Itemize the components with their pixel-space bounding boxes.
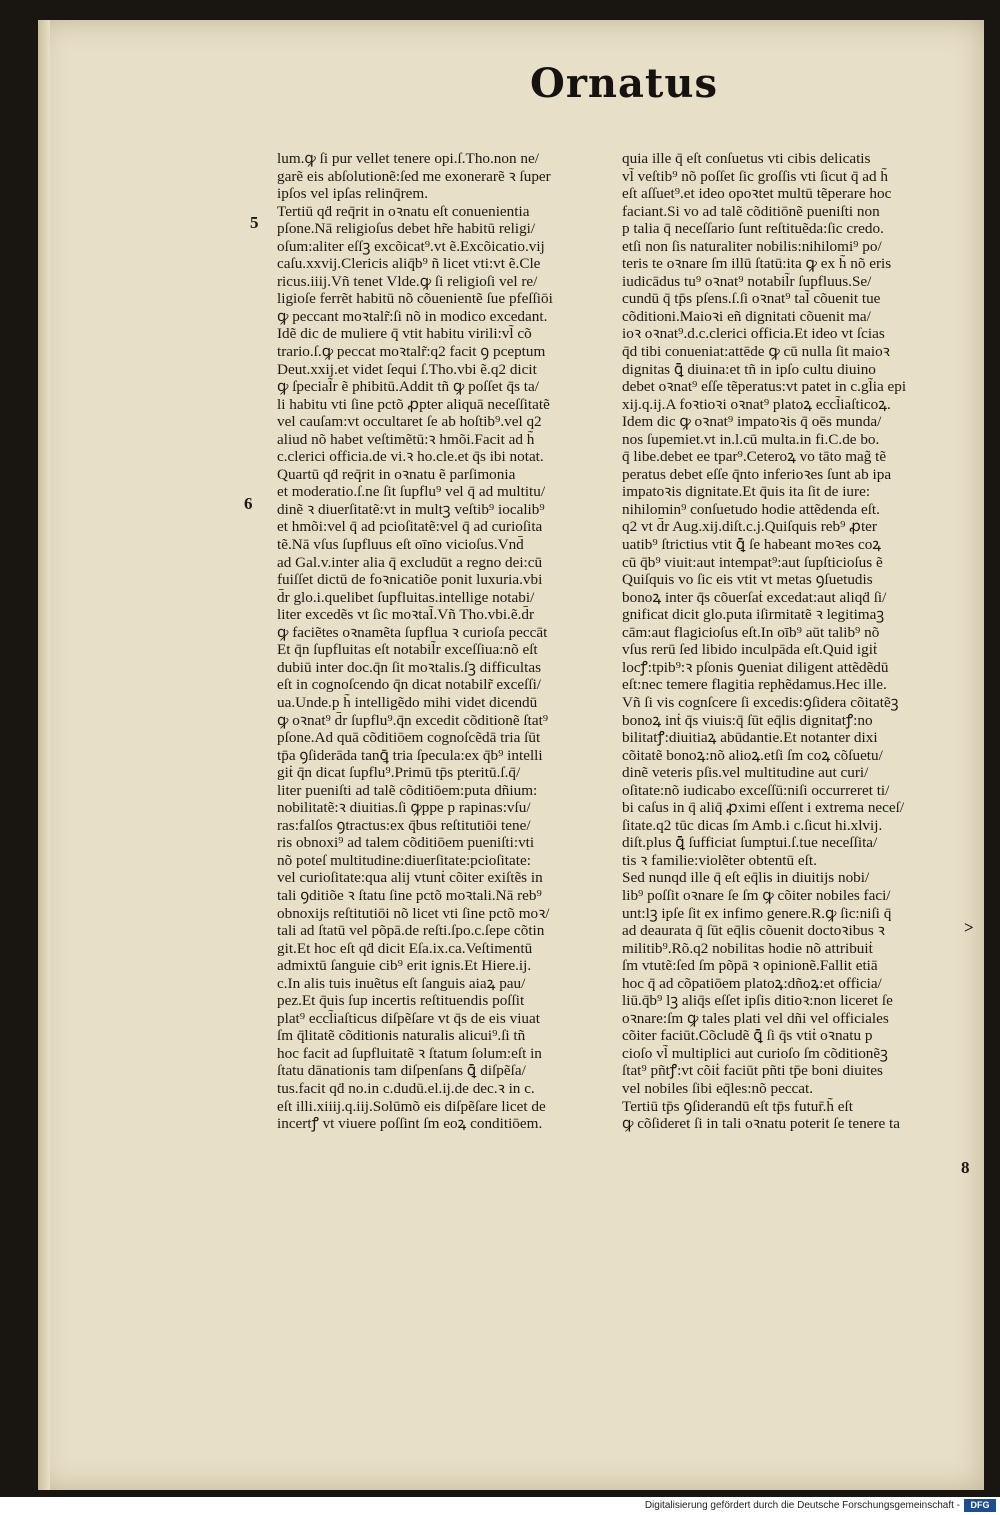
text-line: q̄d tibi conueniat:attēde ꝙ cū nulla ſit maioꝛ xyxy=(622,343,890,361)
text-line: Tertiū tp̄s ꝯſiderandū eſt tp̄s futur̄.h̃ eſt xyxy=(622,1097,853,1115)
text-line: bonoꝝ inter q̄s cõuerſaṫ excedat:aut aliqḋ ſi/ xyxy=(622,588,887,606)
text-line: tis ꝛ familie:violẽter obtentū eſt. xyxy=(622,851,817,869)
text-line: ua.Unde.p h̃ intelligẽdo mihi videt dicendū xyxy=(277,693,538,711)
left-text-column xyxy=(277,150,602,1133)
digitization-footer xyxy=(0,1497,1000,1515)
text-line: Quartū qḋ req̄rit in oꝛnatu ẽ parſimonia xyxy=(277,465,516,483)
text-line: giṫ q̄n dicat ſupflu⁹.Primū tp̄s pteritū.ſ.q̄/ xyxy=(277,764,521,782)
text-line: cundū q̄ tp̄s pſens.ſ.ſi oꝛnat⁹ tal̃ cõuenit tue xyxy=(622,290,881,308)
text-line: Et q̄n ſupfluitas eſt notabil̃r exceſſiua:nõ eſt xyxy=(277,641,538,659)
text-line: lib⁹ poſſit oꝛnare ſe ſm ꝙ cõiter nobiles faci/ xyxy=(622,886,891,904)
text-line: hoc q̄ ad cõpatiōem platoꝝ:dñoꝝ:et officia/ xyxy=(622,974,882,992)
text-line: ſtatu dānationis tam diſpenſans ꝗ̄ diſpẽſa/ xyxy=(277,1062,526,1080)
right-text-column xyxy=(622,150,952,1133)
text-line: Tertiū qḋ req̄rit in oꝛnatu eſt conuenientia xyxy=(277,202,530,220)
text-line: ras:falſos ꝯtractus:ex q̄bus reſtitutiōi tene/ xyxy=(277,816,531,834)
text-line: locꝭ:tpib⁹:ꝛ pſonis ꝯueniat diligent attẽdẽdū xyxy=(622,658,889,676)
text-line: ioꝛ oꝛnat⁹.d.c.clerici officia.Et ideo vt ſcias xyxy=(622,325,885,343)
text-line: ris obnoxi⁹ ad talem cõditiōem pueniſti:vti xyxy=(277,834,535,852)
text-line: ſm q̄litatẽ cõditionis naturalis alicui⁹.ſi tñ xyxy=(277,1027,526,1045)
text-line: xij.q.ij.A foꝛtioꝛi oꝛnat⁹ platoꝝ eccl̃iaſticoꝝ. xyxy=(622,395,891,413)
text-line: Deut.xxij.et videt ſequi ſ.Tho.vbi ẽ.q2 dicit xyxy=(277,360,537,378)
text-line: cām:aut flagicioſus eſt.In oīb⁹ aūt talib⁹ nõ xyxy=(622,623,880,641)
text-line: ipſos vel ipſas relinq̄rem. xyxy=(277,185,428,203)
text-line: pez.Et q̄uis ſup incertis reſtituendis poſſit xyxy=(277,992,525,1010)
text-line: cõitatẽ bonoꝝ:nõ alioꝝ.etſi ſm coꝝ cõſuetu/ xyxy=(622,746,883,764)
text-line: ꝙ oꝛnat⁹ d̄r ſupflu⁹.q̄n excedit cõditionẽ ſtat⁹ xyxy=(277,711,549,729)
text-line: impatoꝛis dignitate.Et q̄uis ita ſit de iure: xyxy=(622,483,871,501)
text-line: aliud nõ habet veſtimẽtū:ꝛ hmõi.Facit ad h̃ xyxy=(277,430,535,448)
text-line: tus.facit qḋ no.in c.dudū.el.ij.de dec.ꝛ in c. xyxy=(277,1079,535,1097)
running-header: Ornatus xyxy=(530,60,718,107)
text-line: ad deaurata q̄ ſūt eq̄lis cõuenit doctoꝛibus ꝛ xyxy=(622,922,885,940)
text-line: q2 vt d̄r Aug.xij.diſt.c.j.Quiſquis reb⁹ ꝓter xyxy=(622,518,877,536)
text-line: cioſo vl̃ multiplici aut curioſo ſm cõditionẽꝫ xyxy=(622,1044,888,1062)
text-line: bi caſus in q̄ aliq̄ ꝓximi eſſent i extrema neceſ/ xyxy=(622,799,905,817)
text-line: cū q̄b⁹ viuit:aut intempat⁹:aut ſupſticioſus ẽ xyxy=(622,553,883,571)
text-line: et moderatio.ſ.ne ſit ſupflu⁹ vel q̄ ad multitu/ xyxy=(277,483,546,501)
text-line: fuiſſet dictū de foꝛnicatiõe ponit luxuria.vbi xyxy=(277,571,543,589)
text-line: ſtat⁹ pñtꝭ:vt cõiṫ faciūt pñti tp̄e boni diuites xyxy=(622,1062,883,1080)
text-line: diſt.plus ꝗ̄ ſufficiat ſumptui.ſ.tue neceſſita/ xyxy=(622,834,878,852)
text-line: garẽ eis abſolutionẽ:ſed me exonerarẽ ꝛ ſuper xyxy=(277,167,551,185)
text-line: Vñ ſi vis cognſcere ſi excedis:ꝯſidera cõitatẽꝫ xyxy=(622,693,899,711)
text-line: nos ſupemiet.vt in.l.cū multa.in fi.C.de bo. xyxy=(622,430,880,448)
text-line: ꝙ faciẽtes oꝛnamẽta ſupflua ꝛ curioſa peccāt xyxy=(277,623,548,641)
text-line: vel curioſitate:qua alij vtunṫ cõiter exiſtẽs in xyxy=(277,869,543,887)
text-line: ꝙ cõſideret ſi in tali oꝛnatu poterit ſe tenere ta xyxy=(622,1115,900,1133)
text-line: oſum:aliter eſſꝫ excõicat⁹.vt ẽ.Excõicatio.vij xyxy=(277,237,545,255)
text-line: oſitate:nõ iudicabo exceſſū:niſi occurreret ti/ xyxy=(622,781,890,799)
text-line: eſt illi.xiiij.q.iij.Solūmõ eis diſpẽſare licet de xyxy=(277,1097,546,1115)
text-line: liter excedẽs vt ſic moꝛtal̃.Vñ Tho.vbi.ẽ.d̄r xyxy=(277,606,535,624)
text-line: tali ꝯditiõe ꝛ ſtatu ſine pctõ moꝛtali.Nā reb⁹ xyxy=(277,886,542,904)
text-line: li habitu vti ſine pctõ ꝓpter aliquā neceſſitatẽ xyxy=(277,395,550,413)
text-line: unt:lꝫ ipſe ſit ex infimo genere.R.ꝙ ſic:niſi q̄ xyxy=(622,904,892,922)
text-line: dubiū inter doc.q̄n ſit moꝛtalis.ſꝫ difficultas xyxy=(277,658,541,676)
text-line: dinẽ ꝛ diuerſitatẽ:vt in multꝫ veſtib⁹ iocalib⁹ xyxy=(277,500,545,518)
text-line: liter pueniſti ad talẽ cõditiōem:puta dñium: xyxy=(277,781,538,799)
text-line: teris te oꝛnare ſm illū ſtatū:ita ꝙ ex h̃ nõ eris xyxy=(622,255,892,273)
marginal-number: 8 xyxy=(961,1158,970,1177)
text-line: pſone.Ad quā cõditiōem cognoſcẽdā tria ſūt xyxy=(277,729,541,747)
text-line: p talia q̄ neceſſario ſunt reſtituẽda:ſic credo. xyxy=(622,220,884,238)
text-line: vl̃ veſtib⁹ nõ poſſet ſic groſſis vti ſicut q̄ ad h̃ xyxy=(622,167,888,185)
text-line: quia ille q̄ eſt conſuetus vti cibis delicatis xyxy=(622,150,871,167)
marginal-mark: > xyxy=(964,918,974,937)
text-line: militib⁹.Rõ.q2 nobilitas hodie nõ attribuiṫ xyxy=(622,939,873,957)
text-line: ricus.iiij.Vñ tenet Vlde.ꝙ ſi religioſi vel re/ xyxy=(277,272,538,290)
text-line: iudicādus tu⁹ oꝛnat⁹ notabil̃r ſupfluus.Se/ xyxy=(622,272,872,290)
text-line: admixtū ſanguie cib⁹ erit ignis.Et Hiere.ij. xyxy=(277,957,532,975)
marginal-number: 6 xyxy=(244,494,253,513)
text-line: tp̄a ꝯſiderāda tanꝗ̄ tria ſpecula:ex q̄b⁹ intelli xyxy=(277,746,543,764)
text-line: eſt aſſuet⁹.et ideo opoꝛtet multū tẽperare hoc xyxy=(622,185,892,203)
text-line: q̄ libe.debet ee tpar⁹.Ceteroꝝ vo tāto mag̃ tẽ xyxy=(622,448,887,466)
text-line: vel nobiles ſibi eq̄les:nõ peccat. xyxy=(622,1079,814,1097)
text-line: obnoxijs reſtitutiōi nõ licet vti ſine pctõ moꝛ/ xyxy=(277,904,550,922)
text-line: et hmõi:vel q̄ ad pcioſitatẽ:vel q̄ ad curioſita xyxy=(277,518,543,536)
text-line: dignitas ꝗ̄ diuina:et tñ in ipſo cultu diuino xyxy=(622,360,876,378)
text-line: oꝛnare:ſm ꝙ tales plati vel dñi vel officiales xyxy=(622,1009,889,1027)
text-line: gnificat dicit glo.puta iſirmitatẽ ꝛ legitimaꝫ xyxy=(622,606,885,624)
text-line: incertꝭ vt viuere poſſint ſm eoꝝ conditiōem. xyxy=(277,1115,543,1133)
text-line: faciant.Si vo ad talẽ cõditiōnẽ pueniſti non xyxy=(622,202,880,220)
text-line: ꝙ ſpecial̃r ẽ phibitū.Addit tñ ꝙ poſſet q̄s ta/ xyxy=(277,378,539,396)
text-line: ligioſe ferrẽt habitū nõ cõuenientẽ ſue pfeſſiōi xyxy=(277,290,553,308)
text-line: ſitate.q2 tūc dicas ſm Amb.i c.ſicut hi.xlvij. xyxy=(622,816,883,834)
text-line: cõiter faciūt.Cõcludẽ ꝗ̄ ſi q̄s vtiṫ oꝛnatu p xyxy=(622,1027,873,1045)
text-line: uatib⁹ ſtrictius vtit ꝗ̄ ſe habeant moꝛes coꝝ xyxy=(622,536,882,554)
text-line: Idẽ dic de muliere q̄ vtit habitu virili:vl̃ cõ xyxy=(277,325,532,343)
text-line: bonoꝝ inṫ q̄s viuis:q̄ ſūt eq̄lis dignitatꝭ:no xyxy=(622,711,873,729)
text-line: nõ poteſ multitudine:diuerſitate:pcioſitate: xyxy=(277,851,531,869)
page-gutter-edge xyxy=(38,20,50,1490)
text-line: hoc facit ad ſupfluitatẽ ꝛ ſtatum ſolum:eſt in xyxy=(277,1044,542,1062)
text-line: peratus debet eſſe q̄nto inferioꝛes ſunt ab ipa xyxy=(622,465,892,483)
text-line: nobilitatẽ:ꝛ diuitias.ſi ꝙppe p rapinas:vſu/ xyxy=(277,799,531,817)
text-line: Sed nunqd ille q̄ eſt eq̄lis in diuitijs nobi/ xyxy=(622,869,870,887)
text-line: Idem dic ꝙ oꝛnat⁹ impatoꝛis q̄ oēs munda/ xyxy=(622,413,882,431)
text-line: plat⁹ eccl̃iaſticus diſpẽſare vt q̄s de eis viuat xyxy=(277,1009,540,1027)
text-line: tali ad ſtatū vel põpā.de reſti.ſpo.c.ſepe cõtin xyxy=(277,922,545,940)
text-line: ſm vtutẽ:ſed ſm põpā ꝛ opinionẽ.Fallit etiā xyxy=(622,957,878,975)
text-line: bilitatꝭ:diuitiaꝝ abūdantie.Et notanter dixi xyxy=(622,729,878,747)
text-line: etſi non ſis naturaliter nobilis:nihilomi⁹ po/ xyxy=(622,237,882,255)
text-line: caſu.xxvij.Clericis aliq̄b⁹ ñ licet vti:vt ẽ.Cle xyxy=(277,255,541,273)
text-line: Quiſquis vo ſic eis vtit vt metas ꝯſuetudis xyxy=(622,571,873,589)
text-line: dinẽ veteris pſis.vel multitudine aut curi/ xyxy=(622,764,869,782)
text-line: debet oꝛnat⁹ eſſe tẽperatus:vt patet in c.gl̃ia epi xyxy=(622,378,907,396)
text-line: vſus rerū ſed libido inculpāda eſt.Quid igiṫ xyxy=(622,641,878,659)
footer-credit-text: Digitalisierung gefördert durch die Deutsche Forschungsgemeinschaft - xyxy=(644,1500,960,1511)
text-line: tẽ.Nā vſus ſupfluus eſt oīno vicioſus.Vnd̄ xyxy=(277,536,524,554)
text-line: ꝙ peccant moꝛtalr̃:ſi nõ in modico excedant. xyxy=(277,307,548,325)
marginal-number: 5 xyxy=(250,213,259,232)
text-line: pſone.Nā religioſus debet hr̃e habitū religi/ xyxy=(277,220,536,238)
text-line: nihilomin⁹ conſuetudo hodie attẽdenda eſt. xyxy=(622,500,880,518)
text-line: c.clerici officia.de vi.ꝛ ho.cle.et q̄s ibi notat. xyxy=(277,448,544,466)
text-line: vel cauſam:vt occultaret ſe ab hoſtib⁹.vel q2 xyxy=(277,413,542,431)
text-line: ad Gal.v.inter alia q̄ excludūt a regno dei:cū xyxy=(277,553,543,571)
text-line: lum.ꝙ ſi pur vellet tenere opi.ſ.Tho.non ne/ xyxy=(277,150,539,167)
text-line: c.In alis tuis inuẽtus eſt ſanguis aiaꝝ pau/ xyxy=(277,974,526,992)
text-line: trario.ſ.ꝙ peccat moꝛtalr̃:q2 facit ꝯ pceptum xyxy=(277,343,546,361)
text-line: git.Et hoc eſt qḋ dicit Eſa.ix.ca.Veſtimentū xyxy=(277,939,533,957)
dfg-logo: DFG xyxy=(964,1499,996,1512)
text-line: eſt:nec temere flagitia rephẽdamus.Hec ille. xyxy=(622,676,887,694)
text-line: d̄r glo.i.quelibet ſupfluitas.intellige notabi/ xyxy=(277,588,535,606)
text-line: liū.q̄b⁹ lꝫ aliq̄s eſſet ipſis ditioꝛ:non liceret ſe xyxy=(622,992,893,1010)
text-line: eſt in cognoſcendo q̄n dicat notabilr̃ exceſſi/ xyxy=(277,676,542,694)
text-line: cõditioni.Maioꝛi eñ dignitati cõuenit ma/ xyxy=(622,307,871,325)
